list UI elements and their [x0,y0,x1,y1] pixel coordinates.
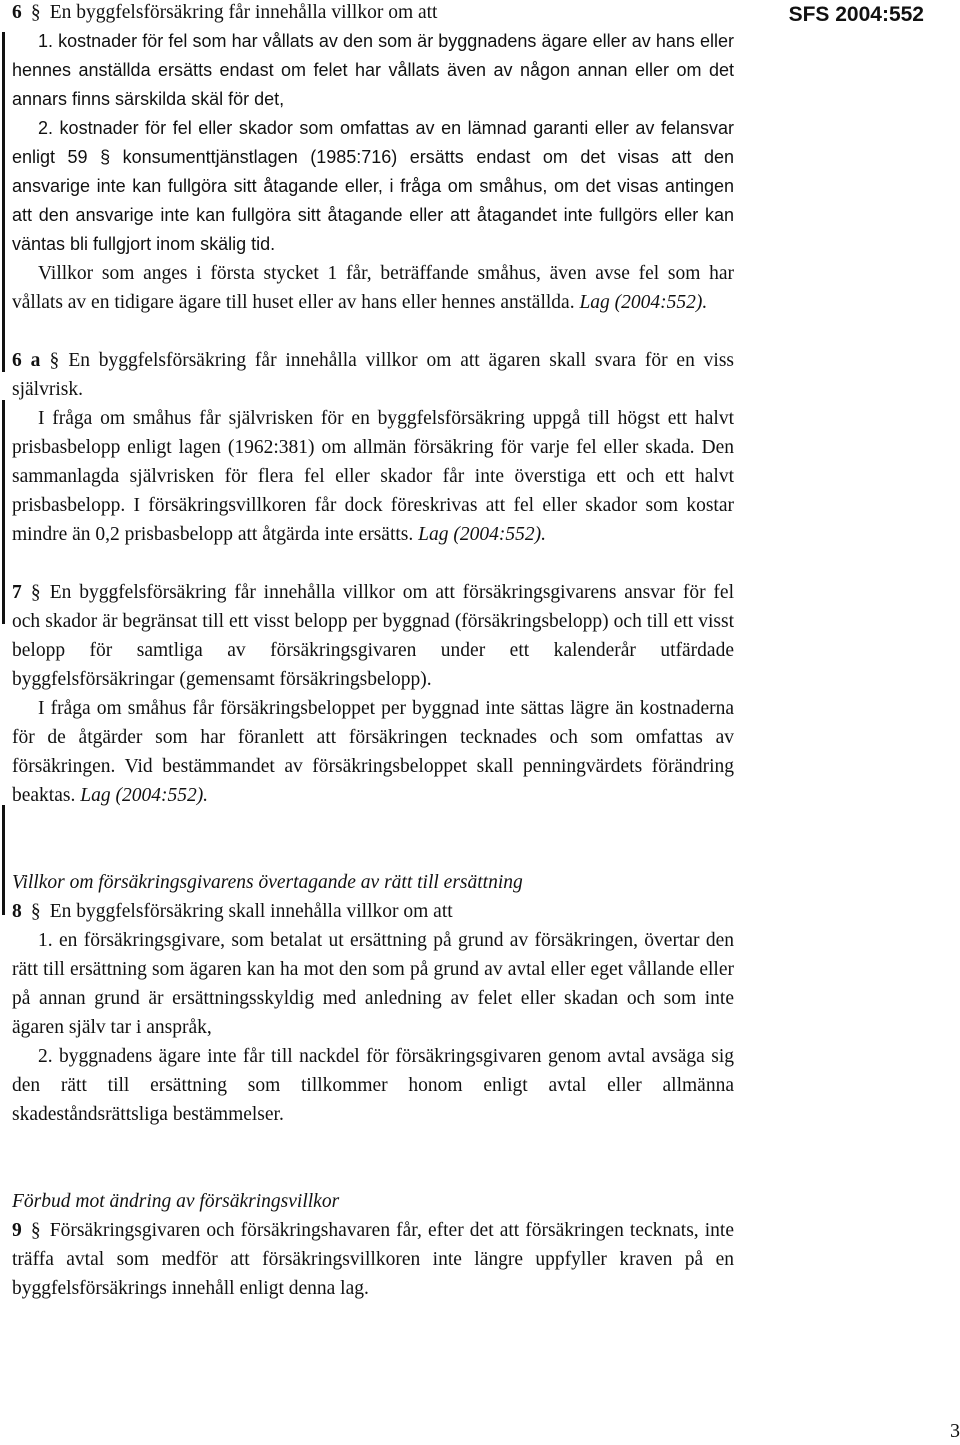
paragraph-sign: § [30,901,41,922]
page-number: 3 [950,1420,960,1442]
change-bar [2,32,5,372]
section-number: 8 [12,901,22,922]
section-6-item-1: 1. kostnader för fel som har vållats av den som är byggnadens ägare eller av hans eller hennes anställda ersätts endast om felet har vållats även av någon annan eller om det annars finns särskilda skäl för det, [12,31,734,109]
section-6a-paragraph-2: I fråga om småhus får självrisken för en byggfelsförsäkring uppgå till högst ett halvt prisbasbelopp enligt lagen (1962:381) om allmän försäkring för varje fel eller skada. Den sammanlagda självrisken för flera fel eller skador får inte överstiga ett och ett halvt prisbasbelopp. I försäkringsvillkoren får dock föreskrivas att fel eller skador som kostar mindre än 0,2 prisbasbelopp att åtgärda inte ersätts. Lag (2004:552). [12,408,734,545]
amendment-reference: Lag (2004:552). [80,785,209,806]
section-7-lead: 7 § En byggfelsförsäkring får innehålla villkor om att försäkringsgivarens ansvar för fel och skador är begränsat till ett visst belopp per byggnad (försäkringsbelopp) och till ett visst belopp för samtliga av försäkringsgivaren under ett kalenderår utfärdade byggfelsförsäkringar (gemensamt försäkringsbelopp). [12,578,734,694]
paragraph-sign: § [30,2,41,23]
change-bar [2,400,5,624]
change-bar [2,805,5,915]
section-6-lead: 6 § En byggfelsförsäkring får innehålla villkor om att [12,0,734,27]
document-body [12,0,734,1303]
section-6-item-2: 2. kostnader för fel eller skador som omfattas av en lämnad garanti eller av felansvar enligt 59 § konsumenttjänstlagen (1985:716) ersätts endast om det visas att den ansvarige inte kan fullgöra sitt åtagande eller, i fråga om småhus, om det visas antingen att den ansvarige inte kan fullgöra sitt åtagande eller att åtagandet inte fullgörs eller kan väntas bli fullgjort inom skälig tid. [12,118,734,254]
amendment-reference: Lag (2004:552). [579,292,708,313]
section-number: 9 [12,1220,22,1241]
section-8-lead: 8 § En byggfelsförsäkring skall innehålla villkor om att [12,897,734,926]
document-number: SFS 2004:552 [788,3,924,26]
section-9-lead: 9 § Försäkringsgivaren och försäkringshavaren får, efter det att försäkringen tecknats, inte träffa avtal som medför att försäkringsvillkoren inte längre uppfyller kraven på en byggfelsförsäkrings innehåll enligt denna lag. [12,1216,734,1303]
paragraph-sign: § [30,1220,41,1241]
section-number: 7 [12,582,22,603]
paragraph-sign: § [49,350,60,371]
section-number: 6 a [12,350,41,371]
section-6-paragraph-2: Villkor som anges i första stycket 1 får, beträffande småhus, även avse fel som har vållats av en tidigare ägare till huset eller av hans eller hennes anställda. Lag (2004:552). [12,263,734,313]
section-8-item-2: 2. byggnadens ägare inte får till nackdel för försäkringsgivaren genom avtal avsäga sig den rätt till ersättning som tillkommer honom enligt avtal eller allmänna skadeståndsrättsliga bestämmelser. [12,1046,734,1125]
section-heading: Förbud mot ändring av försäkringsvillkor [12,1191,340,1212]
section-number: 6 [12,2,22,23]
amendment-reference: Lag (2004:552). [418,524,546,545]
section-6a-lead: 6 a § En byggfelsförsäkring får innehålla villkor om att ägaren skall svara för en viss självrisk. [12,346,734,404]
section-7-paragraph-2: I fråga om småhus får försäkringsbeloppet per byggnad inte sättas lägre än kostnaderna för de åtgärder som har föranlett att försäkringen tecknades och som omfattas av försäkringen. Vid bestämmandet av försäkringsbeloppet skall penningvärdets förändring beaktas. Lag (2004:552). [12,698,734,806]
section-8-item-1: 1. en försäkringsgivare, som betalat ut ersättning på grund av försäkringen, övertar den rätt till ersättning som ägaren kan ha mot den som på grund av avtal eller eget vållande eller på annan grund är ersättningsskyldig med anledning av felet eller skadan och som inte ägaren själv tar i anspråk, [12,930,734,1038]
section-heading: Villkor om försäkringsgivarens övertagande av rätt till ersättning [12,872,523,893]
paragraph-sign: § [30,582,41,603]
